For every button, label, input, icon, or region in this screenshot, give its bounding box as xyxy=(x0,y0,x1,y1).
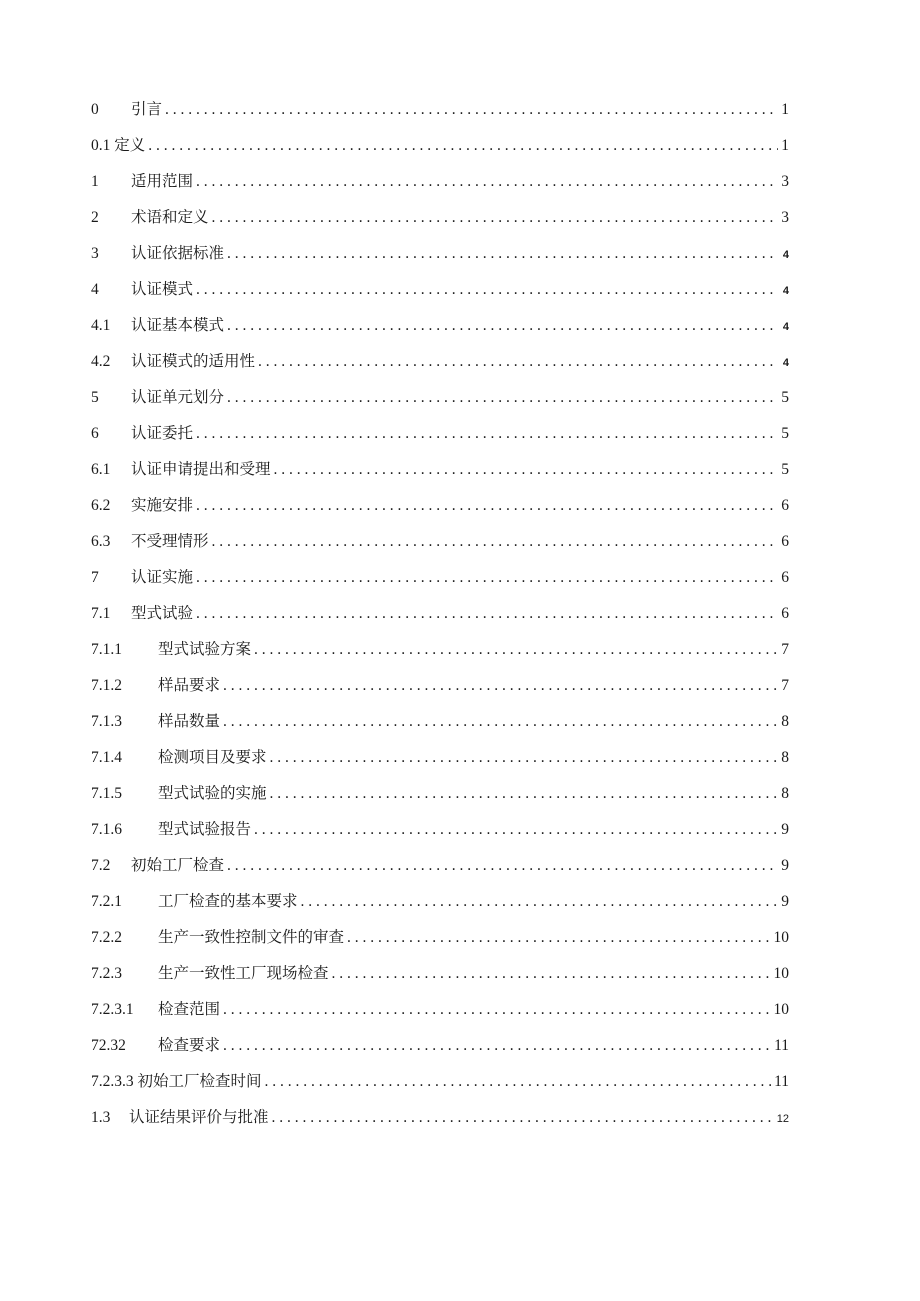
toc-entry-number: 7.2.2 xyxy=(91,929,122,946)
toc-entry-page: 10 xyxy=(773,1001,789,1018)
toc-entry-page: 6 xyxy=(781,569,789,586)
toc-entry-title: 认证委托 xyxy=(131,425,194,442)
toc-entry-number: 5 xyxy=(91,389,99,406)
toc-entry-page: 7 xyxy=(781,677,789,694)
toc-entry-title: 样品数量 xyxy=(158,713,221,730)
toc-entry-number: 4.2 xyxy=(91,353,111,370)
toc-entry-title: 引言 xyxy=(131,101,163,118)
toc-entry-number: 7.1.3 xyxy=(91,713,122,730)
toc-entry-title: 检测项目及要求 xyxy=(158,749,267,766)
toc-entry-title: 检查要求 xyxy=(158,1037,221,1054)
toc-entry-title: 型式试验 xyxy=(131,605,194,622)
toc-leader-dots xyxy=(196,596,778,632)
toc-entry-number: 6.2 xyxy=(91,497,111,514)
toc-entry-number: 7.1.2 xyxy=(91,677,122,694)
toc-entry-number: 0 xyxy=(91,101,99,118)
toc-entry[interactable] xyxy=(91,668,789,704)
toc-entry[interactable] xyxy=(91,740,789,776)
toc-entry-title: 初始工厂检查时间 xyxy=(137,1073,262,1090)
toc-entry-page: 9 xyxy=(781,857,789,874)
toc-leader-dots xyxy=(223,668,778,704)
toc-entry-title: 认证基本模式 xyxy=(131,317,225,334)
toc-entry-number: 7.1 xyxy=(91,605,111,622)
toc-entry-number: 7.2.3.1 xyxy=(91,1001,134,1018)
toc-entry-number: 6 xyxy=(91,425,99,442)
toc-leader-dots xyxy=(223,992,770,1028)
toc-entry-page: 8 xyxy=(781,749,789,766)
toc-entry-page: 3 xyxy=(781,173,789,190)
toc-entry-title: 型式试验的实施 xyxy=(158,785,267,802)
toc-entry-number: 0.1 xyxy=(91,137,115,154)
toc-entry-title: 认证单元划分 xyxy=(131,389,225,406)
toc-entry-page: 8 xyxy=(781,713,789,730)
toc-leader-dots xyxy=(332,956,771,992)
toc-leader-dots xyxy=(265,1064,772,1100)
toc-entry-title: 适用范围 xyxy=(131,173,194,190)
toc-entry-page: 4 xyxy=(782,357,789,369)
toc-entry-title: 型式试验报告 xyxy=(158,821,252,838)
toc-leader-dots xyxy=(227,308,778,344)
toc-entry-number: 72.32 xyxy=(91,1037,126,1054)
toc-entry[interactable] xyxy=(91,380,789,416)
toc-entry[interactable] xyxy=(91,812,789,848)
toc-entry-title: 认证结果评价与批准 xyxy=(129,1109,269,1126)
toc-entry-number: 2 xyxy=(91,209,99,226)
toc-leader-dots xyxy=(254,632,778,668)
toc-leader-dots xyxy=(272,1100,774,1136)
toc-entry-title: 认证模式 xyxy=(131,281,194,298)
toc-entry-page: 11 xyxy=(774,1073,789,1090)
toc-leader-dots xyxy=(227,848,778,884)
toc-leader-dots xyxy=(165,92,778,128)
toc-entry-page: 11 xyxy=(774,1037,789,1054)
toc-entry-number: 7.1.4 xyxy=(91,749,122,766)
toc-entry[interactable] xyxy=(91,164,789,200)
toc-entry[interactable] xyxy=(91,272,789,308)
toc-entry-title: 认证依据标准 xyxy=(131,245,225,262)
toc-entry-number: 6.1 xyxy=(91,461,111,478)
toc-entry[interactable] xyxy=(91,524,789,560)
toc-entry-page: 10 xyxy=(773,965,789,982)
toc-entry[interactable] xyxy=(91,344,789,380)
toc-leader-dots xyxy=(196,488,778,524)
toc-entry[interactable] xyxy=(91,452,789,488)
toc-leader-dots xyxy=(274,452,778,488)
toc-entry[interactable] xyxy=(91,92,789,128)
toc-entry-page: 9 xyxy=(781,821,789,838)
toc-entry-page: 6 xyxy=(781,497,789,514)
toc-entry-page: 10 xyxy=(773,929,789,946)
toc-leader-dots xyxy=(196,416,778,452)
toc-leader-dots xyxy=(301,884,778,920)
toc-entry-title: 术语和定义 xyxy=(131,209,209,226)
toc-entry-number: 4.1 xyxy=(91,317,111,334)
toc-entry[interactable] xyxy=(91,1064,789,1100)
toc-entry-page: 5 xyxy=(781,425,789,442)
toc-entry-title: 实施安排 xyxy=(131,497,194,514)
toc-entry-number: 1.3 xyxy=(91,1109,111,1126)
toc-leader-dots xyxy=(223,1028,771,1064)
toc-leader-dots xyxy=(196,164,778,200)
toc-entry[interactable] xyxy=(91,848,789,884)
toc-entry[interactable] xyxy=(91,128,789,164)
toc-entry-number: 3 xyxy=(91,245,99,262)
toc-entry-number: 1 xyxy=(91,173,99,190)
toc-entry-number: 6.3 xyxy=(91,533,111,550)
table-of-contents xyxy=(91,92,789,1136)
toc-entry-title: 认证模式的适用性 xyxy=(131,353,256,370)
toc-entry[interactable] xyxy=(91,704,789,740)
toc-entry-title: 样品要求 xyxy=(158,677,221,694)
toc-entry[interactable] xyxy=(91,596,789,632)
toc-entry-page: 4 xyxy=(782,285,789,297)
toc-entry[interactable] xyxy=(91,308,789,344)
toc-entry[interactable] xyxy=(91,1028,789,1064)
toc-leader-dots xyxy=(254,812,778,848)
toc-entry-number: 7 xyxy=(91,569,99,586)
toc-entry-number: 7.2.1 xyxy=(91,893,122,910)
toc-entry-page: 5 xyxy=(781,389,789,406)
toc-entry[interactable] xyxy=(91,416,789,452)
toc-entry-title: 认证申请提出和受理 xyxy=(131,461,271,478)
toc-entry-number: 7.1.6 xyxy=(91,821,122,838)
toc-entry-title: 检查范围 xyxy=(158,1001,221,1018)
toc-leader-dots xyxy=(223,704,778,740)
toc-leader-dots xyxy=(148,128,778,164)
toc-leader-dots xyxy=(196,272,778,308)
toc-entry[interactable] xyxy=(91,632,789,668)
toc-entry[interactable] xyxy=(91,560,789,596)
toc-leader-dots xyxy=(212,200,778,236)
toc-entry-page: 3 xyxy=(781,209,789,226)
toc-leader-dots xyxy=(258,344,778,380)
toc-entry-number: 7.1.5 xyxy=(91,785,122,802)
toc-leader-dots xyxy=(347,920,770,956)
toc-entry-number: 7.1.1 xyxy=(91,641,122,658)
toc-entry[interactable] xyxy=(91,956,789,992)
toc-entry-page: 6 xyxy=(781,533,789,550)
toc-entry[interactable] xyxy=(91,992,789,1028)
toc-entry-title: 定义 xyxy=(114,137,146,154)
toc-entry-title: 初始工厂检查 xyxy=(131,857,225,874)
toc-entry-page: 7 xyxy=(781,641,789,658)
toc-entry[interactable] xyxy=(91,236,789,272)
toc-entry[interactable] xyxy=(91,884,789,920)
toc-entry-page: 8 xyxy=(781,785,789,802)
toc-entry[interactable] xyxy=(91,488,789,524)
toc-leader-dots xyxy=(212,524,778,560)
toc-entry-page: 4 xyxy=(782,249,789,261)
toc-leader-dots xyxy=(227,236,778,272)
toc-entry-page: 4 xyxy=(782,321,789,333)
toc-entry-title: 不受理情形 xyxy=(131,533,209,550)
toc-entry-title: 型式试验方案 xyxy=(158,641,252,658)
toc-leader-dots xyxy=(196,560,778,596)
toc-entry-title: 生产一致性工厂现场检查 xyxy=(158,965,329,982)
toc-entry-page: 12 xyxy=(776,1113,789,1125)
toc-entry-page: 1 xyxy=(781,137,789,154)
toc-entry-page: 9 xyxy=(781,893,789,910)
toc-entry[interactable] xyxy=(91,920,789,956)
toc-entry[interactable] xyxy=(91,1100,789,1136)
toc-leader-dots xyxy=(227,380,778,416)
toc-entry-number: 7.2 xyxy=(91,857,111,874)
toc-entry-title: 工厂检查的基本要求 xyxy=(158,893,298,910)
toc-leader-dots xyxy=(270,776,778,812)
toc-entry-number: 7.2.3.3 xyxy=(91,1073,138,1090)
toc-entry-page: 6 xyxy=(781,605,789,622)
toc-entry-number: 7.2.3 xyxy=(91,965,122,982)
toc-entry-title: 认证实施 xyxy=(131,569,194,586)
toc-entry[interactable] xyxy=(91,776,789,812)
toc-entry-number: 4 xyxy=(91,281,99,298)
toc-entry-title: 生产一致性控制文件的审查 xyxy=(158,929,345,946)
toc-entry-page: 5 xyxy=(781,461,789,478)
toc-leader-dots xyxy=(270,740,778,776)
toc-entry[interactable] xyxy=(91,200,789,236)
toc-entry-page: 1 xyxy=(781,101,789,118)
